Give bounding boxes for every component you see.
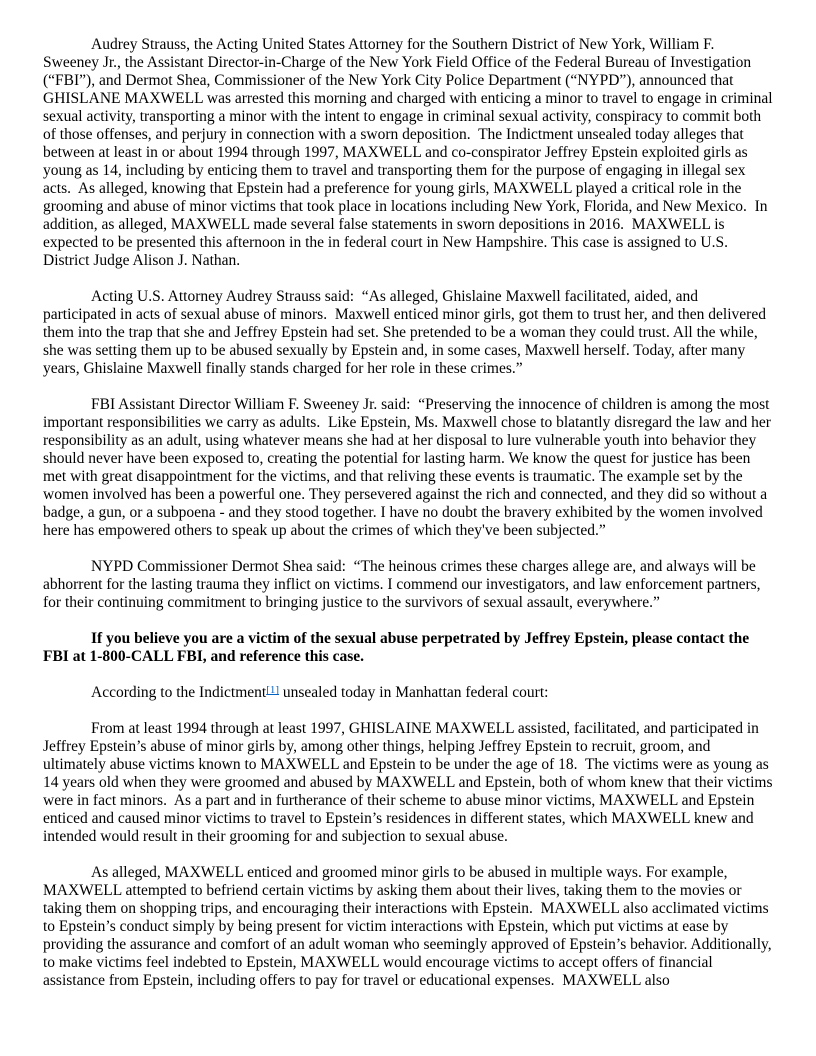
footnote-1-link[interactable]: [1] (266, 684, 280, 696)
paragraph-indictment-allegations: From at least 1994 through at least 1997, GHISLAINE MAXWELL assisted, facilitated, and participated in Jeffrey Epstein’s abuse of minor girls by, among other things, helping Jeffrey Epstein to recruit, groom, and ultimately abuse victims known to MAXWELL and Epstein to be under the age of 18. The victims were as young as 14 years old when they were groomed and abused by MAXWELL and Epstein, both of whom knew that their victims were in fact minors. As a part and in furtherance of their scheme to abuse minor victims, MAXWELL and Epstein enticed and caused minor victims to travel to Epstein’s residences in different states, which MAXWELL knew and intended would result in their grooming for and subjection to sexual abuse. (43, 720, 777, 845)
paragraph-announcement-intro: Audrey Strauss, the Acting United States Attorney for the Southern District of New York, William F. Sweeney Jr., the Assistant Director-in-Charge of the New York Field Office of the Federal Bureau of Investigation (“FBI”), and Dermot Shea, Commissioner of the New York City Police Department (“NYPD”), announced that GHISLANE MAXWELL was arrested this morning and charged with enticing a minor to travel to engage in criminal sexual activity, transporting a minor with the intent to engage in criminal sexual activity, conspiracy to commit both of those offenses, and perjury in connection with a sworn deposition. The Indictment unsealed today alleges that between at least in or about 1994 through 1997, MAXWELL and co-conspirator Jeffrey Epstein exploited girls as young as 14, including by enticing them to travel and transporting them for the purpose of engaging in illegal sex acts. As alleged, knowing that Epstein had a preference for young girls, MAXWELL played a critical role in the grooming and abuse of minor victims that took place in locations including New York, Florida, and New Mexico. In addition, as alleged, MAXWELL made several false statements in sworn depositions in 2016. MAXWELL is expected to be presented this afternoon in the in federal court in New Hampshire. This case is assigned to U.S. District Judge Alison J. Nathan. (43, 36, 777, 269)
indictment-intro-text-before: According to the Indictment (91, 684, 267, 701)
paragraph-grooming-methods: As alleged, MAXWELL enticed and groomed minor girls to be abused in multiple ways. For example, MAXWELL attempted to befriend certain victims by asking them about their lives, taking them to the movies or taking them on shopping trips, and encouraging their interactions with Epstein. MAXWELL also acclimated victims to Epstein’s conduct simply by being present for victim interactions with Epstein, which put victims at ease by providing the assurance and comfort of an adult woman who seemingly approved of Epstein’s behavior. Additionally, to make victims feel indebted to Epstein, MAXWELL would encourage victims to accept offers of financial assistance from Epstein, including offers to pay for travel or educational expenses. MAXWELL also (43, 864, 776, 989)
victim-contact-notice: If you believe you are a victim of the sexual abuse perpetrated by Jeffrey Epstein, please contact the FBI at 1-800-CALL FBI, and reference this case. (43, 630, 753, 665)
indictment-intro-line (43, 684, 773, 702)
indictment-intro-text-after: unsealed today in Manhattan federal court: (279, 684, 549, 701)
paragraph-shea-quote: NYPD Commissioner Dermot Shea said: “The heinous crimes these charges allege are, and always will be abhorrent for the lasting trauma they inflict on victims. I commend our investigators, and law enforcement partners, for their continuing commitment to bringing justice to the survivors of sexual assault, everywhere.” (43, 558, 765, 611)
paragraph-sweeney-quote: FBI Assistant Director William F. Sweeney Jr. said: “Preserving the innocence of children is among the most important responsibilities we carry as adults. Like Epstein, Ms. Maxwell chose to blatantly disregard the law and her responsibility as an adult, using whatever means she had at her disposal to lure vulnerable youth into behavior they should never have been exposed to, creating the potential for lasting harm. We know the quest for justice has been met with great disappointment for the victims, and that reliving these events is traumatic. The example set by the women involved has been a powerful one. They persevered against the rich and connected, and they did so without a badge, a gun, or a subpoena - and they stood together. I have no doubt the bravery exhibited by the women involved here has empowered others to speak up about the crimes of which they've been subjected.” (43, 396, 775, 539)
paragraph-strauss-quote: Acting U.S. Attorney Audrey Strauss said: “As alleged, Ghislaine Maxwell facilitated, aided, and participated in acts of sexual abuse of minors. Maxwell enticed minor girls, got them to trust her, and then delivered them into the trap that she and Jeffrey Epstein had set. She pretended to be a woman they could trust. All the while, she was setting them up to be abused sexually by Epstein and, in some cases, Maxwell herself. Today, after many years, Ghislaine Maxwell finally stands charged for her role in these crimes.” (43, 288, 770, 377)
